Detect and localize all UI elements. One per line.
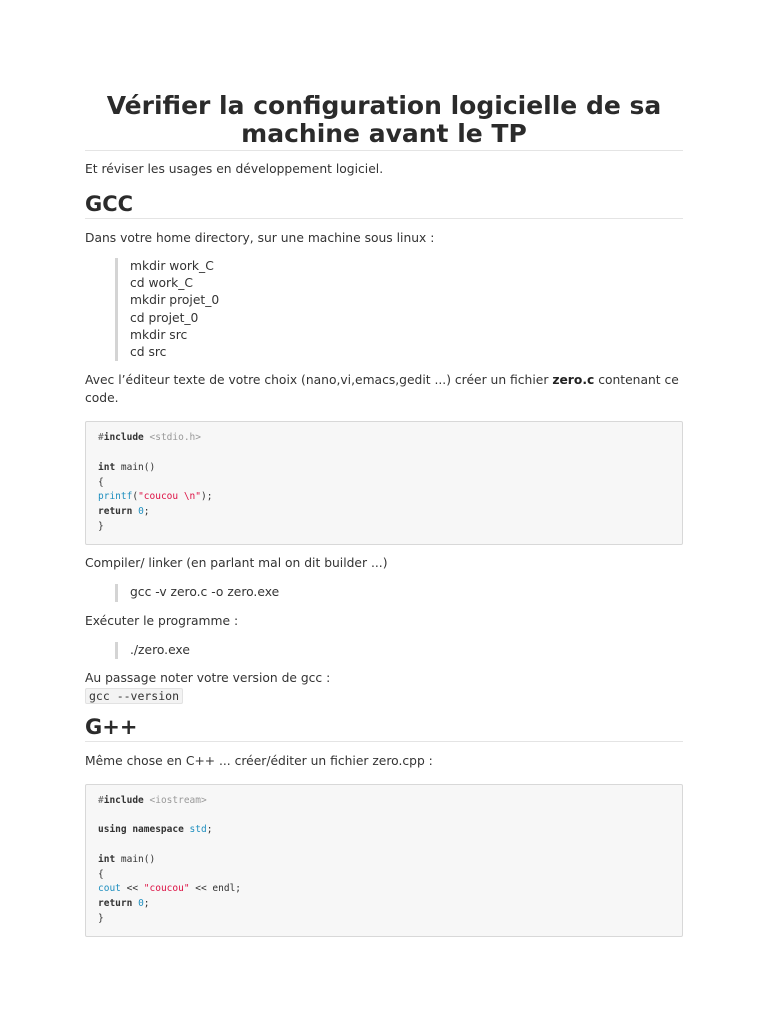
editor-paragraph xyxy=(85,372,683,407)
version-paragraph xyxy=(85,670,683,705)
version-text: Au passage noter votre version de gcc : xyxy=(85,671,331,686)
code-line: return 0; xyxy=(98,506,150,518)
gcc-commands-blockquote xyxy=(115,258,683,361)
code-line-empty xyxy=(98,446,670,461)
command-line: mkdir work_C xyxy=(130,259,214,273)
code-line: #include <iostream> xyxy=(98,794,207,806)
code-line: using namespace std; xyxy=(98,824,213,836)
code-line: { xyxy=(98,868,104,880)
editor-text-after: contenant ce code. xyxy=(85,373,679,405)
compile-paragraph: Compiler/ linker (en parlant mal on dit builder ...) xyxy=(85,555,388,570)
run-command: ./zero.exe xyxy=(130,643,190,657)
code-line: } xyxy=(98,913,104,925)
cpp-code-block xyxy=(85,784,683,937)
code-line: { xyxy=(98,476,104,488)
run-paragraph: Exécuter le programme : xyxy=(85,613,239,628)
command-line: cd work_C xyxy=(130,276,193,291)
document-content xyxy=(85,92,683,937)
code-line: return 0; xyxy=(98,898,150,910)
code-line: printf("coucou \n"); xyxy=(98,491,213,503)
gpp-heading: G++ xyxy=(85,714,683,742)
command-line: cd src xyxy=(130,345,167,360)
command-line: mkdir src xyxy=(130,327,188,342)
page-title: Vérifier la configuration logicielle de sa machine avant le TP xyxy=(85,92,683,151)
code-line: #include <stdio.h> xyxy=(98,432,201,444)
editor-filename: zero.c xyxy=(552,373,595,388)
code-line: int main() xyxy=(98,461,156,473)
command-line: cd projet_0 xyxy=(130,310,199,325)
gcc-heading: GCC xyxy=(85,191,683,219)
version-inline-code: gcc --version xyxy=(85,688,183,704)
compile-command: gcc -v zero.c -o zero.exe xyxy=(130,585,280,600)
compile-blockquote xyxy=(115,584,683,601)
gpp-intro-paragraph: Même chose en C++ ... créer/éditer un fichier zero.cpp : xyxy=(85,754,433,769)
code-line: int main() xyxy=(98,853,156,865)
editor-text-before: Avec l’éditeur texte de votre choix (nano,vi,emacs,gedit ...) créer un fichier xyxy=(85,373,553,388)
code-line: } xyxy=(98,521,104,532)
code-line: cout << "coucou" << endl; xyxy=(98,883,242,895)
command-line: mkdir projet_0 xyxy=(130,293,220,308)
code-line-empty xyxy=(98,809,670,824)
gcc-intro-paragraph: Dans votre home directory, sur une machine sous linux : xyxy=(85,230,435,245)
run-blockquote xyxy=(115,642,683,659)
code-line-empty xyxy=(98,838,670,853)
intro-paragraph: Et réviser les usages en développement logiciel. xyxy=(85,162,384,176)
c-code-block xyxy=(85,421,683,545)
